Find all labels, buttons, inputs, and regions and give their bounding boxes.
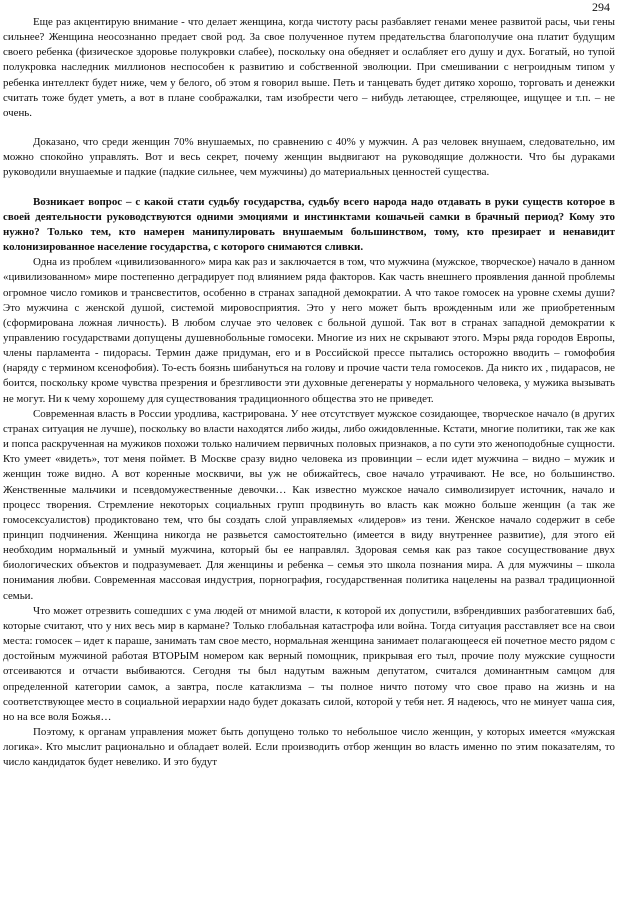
paragraph-gap xyxy=(3,121,615,135)
paragraph-catastrophe: Что может отрезвить сошедших с ума людей от мнимой власти, к которой их допустили, взбрендивших разбогатевших баб, которые считают, что у них весь мир в кармане? Только глобальная катастрофа или война. Тогда ситуация расставляет все на свои места: гомосек – идет к параше, занимать там свое место, нормальная женщина занимает полагающееся ей почетное место рядом с достойным мужчиной работая ВТОРЫМ номером как верный помощник, прикрывая его тыл, прочие полу мужские сущности отсеиваются и отчасти выбиваются. Сегодня ты был надутым важным депутатом, считался доминантным самцом для определенной категории самок, а завтра, после катаклизма – ты полное ничто потому что свое право на жизнь и на соответствующее место в социальной иерархии надо будет доказать силой, которой у тебя нет. Я надеюсь, что не минует чаша сия, но на все воля Божья… xyxy=(3,604,615,723)
paragraph-racial-mixing: Еще раз акцентирую внимание - что делает женщина, когда чистоту расы разбавляет генами менее развитой расы, чьи гены сильнее? Женщина неосознанно предает свой род. За свое полученное путем предательства благополучие она платит будущим своего ребенка (физическое здоровье полукровки слабее), поскольку она обедняет и ослабляет его душу и дух. Богатый, но тупой полукровка наследник миллионов неспособен к развитию и собственной эволюции. При смешивании с негроидным типом у ребенка интеллект будет ниже, чем у белого, об этом я говорил выше. Петь и танцевать будет дитяко хорошо, торговать и денежки считать тоже будет уметь, а вот в плане соображалки, там изобрести чего – нибудь летающее, стреляющее, ищущее и т.п. – не очень. xyxy=(3,16,615,119)
page-number: 294 xyxy=(592,0,610,14)
page-body xyxy=(3,15,615,771)
paragraph-civilized-world: Одна из проблем «цивилизованного» мира как раз и заключается в том, что мужчина (мужское, творческое) начало в данном «цивилизованном» мире постепенно деградирует под влиянием ряда факторов. Как часть внешнего проявления данной проблемы огромное число гомиков и трансвеститов, особенно в странах западной демократии. А что такое гомосек на уровне схемы души? Это мужчина с женской душой, системой мировосприятия. Это у него может быть врожденным или же приобретенным (сформирована ложная личность). В любом случае это человек с больной душой. Так вот в странах западной демократии к управлению государствами допущены душевнобольные гомосеки. Многие из них не скрывают этого. Мэры ряда городов Европы, члены парламента - пидорасы. Термин даже придуман, его и в Российской прессе пытались осторожно вводить – гомофобия (наряду с термином ксенофобия). То-есть боязнь шибануться на голову и прочие части тела гомосеков. Да никто их , пидарасов, не боится, поскольку кроме чувства презрения и брезгливости эти духовные дегенераты у нормального человека, у мужика вызывать не могут. Ни к чему хорошему для существования традиционного общества это не приведет. xyxy=(3,256,615,405)
paragraph-question-bold: Возникает вопрос – с какой стати судьбу государства, судьбу всего народа надо отдавать в руки существ которое в своей деятельности руководствуются одними эмоциями и инстинктами кошачьей самки в брачный период? Кому это нужно? Только тем, кто намерен манипулировать внушаемым большинством, тому, кто презирает и ненавидит колонизированное население государства, с которого снимаются сливки. xyxy=(3,195,615,254)
paragraph-modern-power: Современная власть в России уродлива, кастрирована. У нее отсутствует мужское созидающее, творческое начало (в других странах ситуация не лучше), поскольку во власти находятся либо жиды, либо ожидовленные. Кстати, многие политики, так же как и попса раскрученная на мужиков похожи только наличием первичных половых признаков, а по сути это женоподобные сущности. Кто умеет «видеть», тот меня поймет. В Москве сразу видно человека из провинции – если идет мужчина – видно – мужик и женщин тоже видно. А вот коренные москвичи, вы уж не обижайтесь, свое начало утрачивают. Не все, но большинство. Женственные мальчики и псевдомужественные девочки… Как известно мужское начало символизирует источник, начало и процесс творения. Стремление некоторых социальных групп продвинуть во власть как можно больше женщин (а так же гомосексуалистов) продиктовано тем, что бы создать слой управляемых «лидеров» из тени. Женское начало содержит в себе принцип подчинения. Женщина никогда не развьется самостоятельно (имеется в виду внутреннее развитие), для этого ей необходим нормальный и умный мужчина, который бы ее направлял. Здоровая семья как раз такое сосуществование двух биологических объектов и подразумевает. Для женщины и ребенка – семья это школа познания мира. А для мужчины – школа понимания любви. Современная массовая индустрия, порнография, государственная политика нацелены на развал традиционной семьи. xyxy=(3,407,615,602)
paragraph-suggestibility: Доказано, что среди женщин 70% внушаемых, по сравнению с 40% у мужчин. А раз человек внушаем, следовательно, им можно спокойно управлять. Вот и весь секрет, почему женщин выдвигают на руководящие должности. Что бы дураками руководили внушаемые и падкие (падкие сильнее, чем мужчины) до материальных ценностей существа. xyxy=(3,136,615,179)
paragraph-gap xyxy=(3,181,615,195)
paragraph-governance: Поэтому, к органам управления может быть допущено только то небольшое число женщин, у которых имеется «мужская логика». Кто мыслит рационально и обладает волей. Если производить отбор женщин во власть именно по этим показателям, то число кандидаток будет невелико. И это будут xyxy=(3,726,615,769)
